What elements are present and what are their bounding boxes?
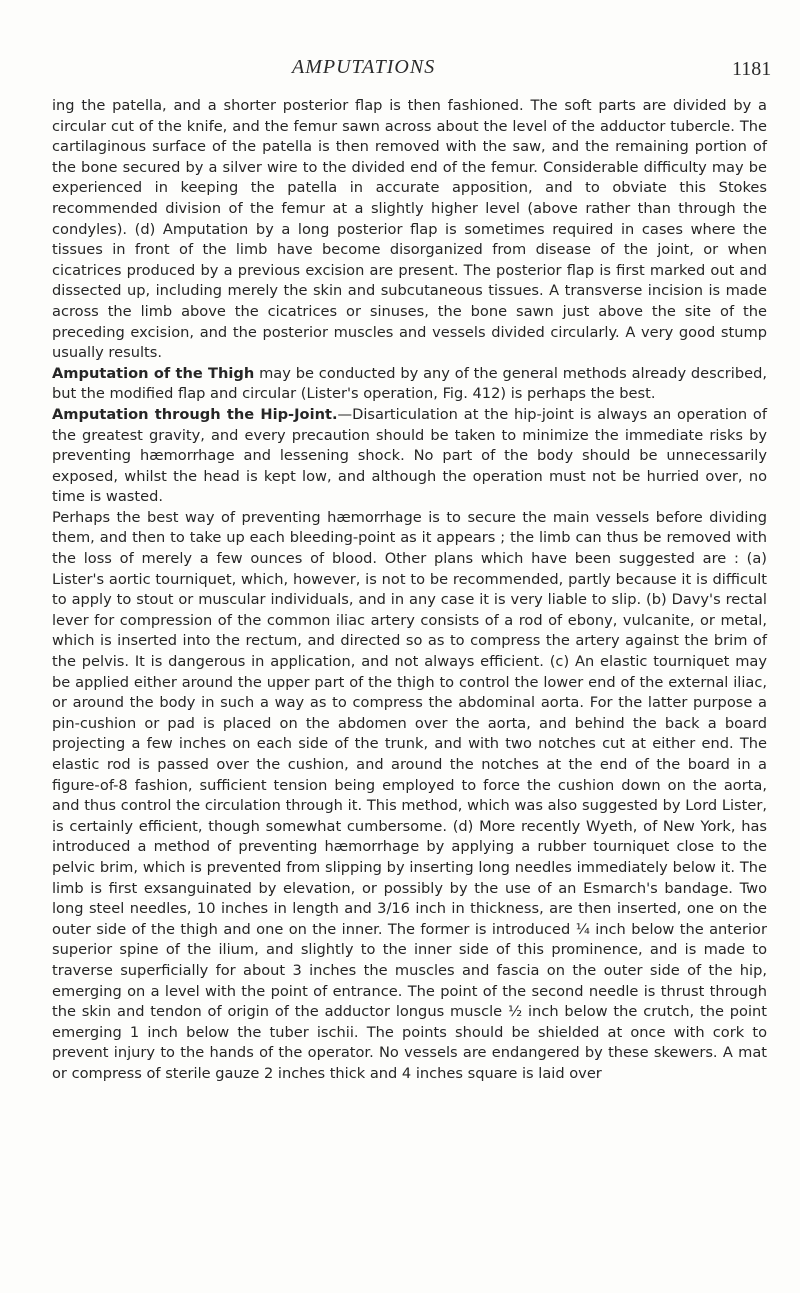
body-text	[52, 96, 767, 1085]
paragraph-knee-amputation: ing the patella, and a shorter posterior flap is then fashioned. The soft parts are divided by a circular cut of the knife, and the femur sawn across about the level of the adductor tubercle. The cartilaginous surface of the patella is then removed with the saw, and the remaining portion of the bone secured by a silver wire to the divided end of the femur. Considerable difficulty may be experienced in keeping the patella in accurate apposition, and to obviate this Stokes recommended division of the femur at a slightly higher level (above rather than through the condyles). (d) Amputation by a long posterior flap is sometimes required in cases where the tissues in front of the limb have become disorganized from disease of the joint, or when cicatrices produced by a previous excision are present. The posterior flap is first marked out and dissected up, including merely the skin and subcutaneous tissues. A transverse incision is made across the limb above the cicatrices or sinuses, the bone sawn just above the site of the preceding excision, and the posterior muscles and vessels divided circularly. A very good stump usually results.	[52, 97, 767, 362]
paragraph-hip-joint-text: —Disarticulation at the hip-joint is always an operation of the greatest gravity, and every precaution should be taken to minimize the immediate risks by preventing hæmorrhage and lessening shock. No part of the body should be unnecessarily exposed, whilst the head is kept low, and although the operation must not be hurried over, no time is wasted.	[52, 405, 768, 506]
paragraph-haemorrhage-methods: Perhaps the best way of preventing hæmorrhage is to secure the main vessels before dividing them, and then to take up each bleeding-point as it appears ; the limb can thus be removed with the loss of merely a few ounces of blood. Other plans which have been suggested are : (a) Lister's aortic tourniquet, which, however, is not to be recommended, partly because it is difficult to apply to stout or muscular individuals, and in any case it is very liable to slip. (b) Davy's rectal lever for compression of the common iliac artery consists of a rod of ebony, vulcanite, or metal, which is inserted into the rectum, and directed so as to compress the artery against the brim of the pelvis. It is dangerous in application, and not always efficient. (c) An elastic tourniquet may be applied either around the upper part of the thigh to control the lower end of the external iliac, or around the body in such a way as to compress the abdominal aorta. For the latter purpose a pin-cushion or pad is placed on the abdomen over the aorta, and behind the back a board projecting a few inches on each side of the trunk, and with two notches cut at either end. The elastic rod is passed over the cushion, and around the notches at the end of the board in a figure-of-8 fashion, sufficient tension being employed to force the cushion down on the aorta, and thus control the circulation through it. This method, which was also suggested by Lord Lister, is certainly efficient, though somewhat cumbersome. (d) More recently Wyeth, of New York, has introduced a method of preventing hæmorrhage by applying a rubber tourniquet close to the pelvic brim, which is prevented from slipping by inserting long needles immediately below it. The limb is first exsanguinated by elevation, or possibly by the use of an Esmarch's bandage. Two long steel needles, 10 inches in length and 3/16 inch in thickness, are then inserted, one on the outer side of the thigh and one on the inner. The former is introduced ¼ inch below the anterior superior spine of the ilium, and slightly to the inner side of this prominence, and is made to traverse superficially for about 3 inches the muscles and fascia on the outer side of the hip, emerging on a level with the point of entrance. The point of the second needle is thrust through the skin and tendon of origin of the adductor longus muscle ½ inch below the crutch, the point emerging 1 inch below the tuber ischii. The points should be shielded at once with cork to prevent injury to the hands of the operator. No vessels are endangered by these skewers. A mat or compress of sterile gauze 2 inches thick and 4 inches square is laid over	[52, 508, 767, 1082]
paragraph-hip-joint	[52, 405, 767, 508]
section-heading-thigh: Amputation of the Thigh	[52, 364, 255, 382]
running-title: AMPUTATIONS	[292, 56, 436, 78]
section-heading-hip-joint: Amputation through the Hip-Joint.	[52, 405, 338, 423]
page-number: 1181	[732, 58, 772, 80]
paragraph-thigh-amputation	[52, 364, 767, 405]
running-head	[0, 56, 800, 86]
paragraph-thigh-text: may be conducted by any of the general methods already described, but the modified flap and circular (Lister's operation, Fig. 412) is perhaps the best.	[52, 364, 767, 403]
